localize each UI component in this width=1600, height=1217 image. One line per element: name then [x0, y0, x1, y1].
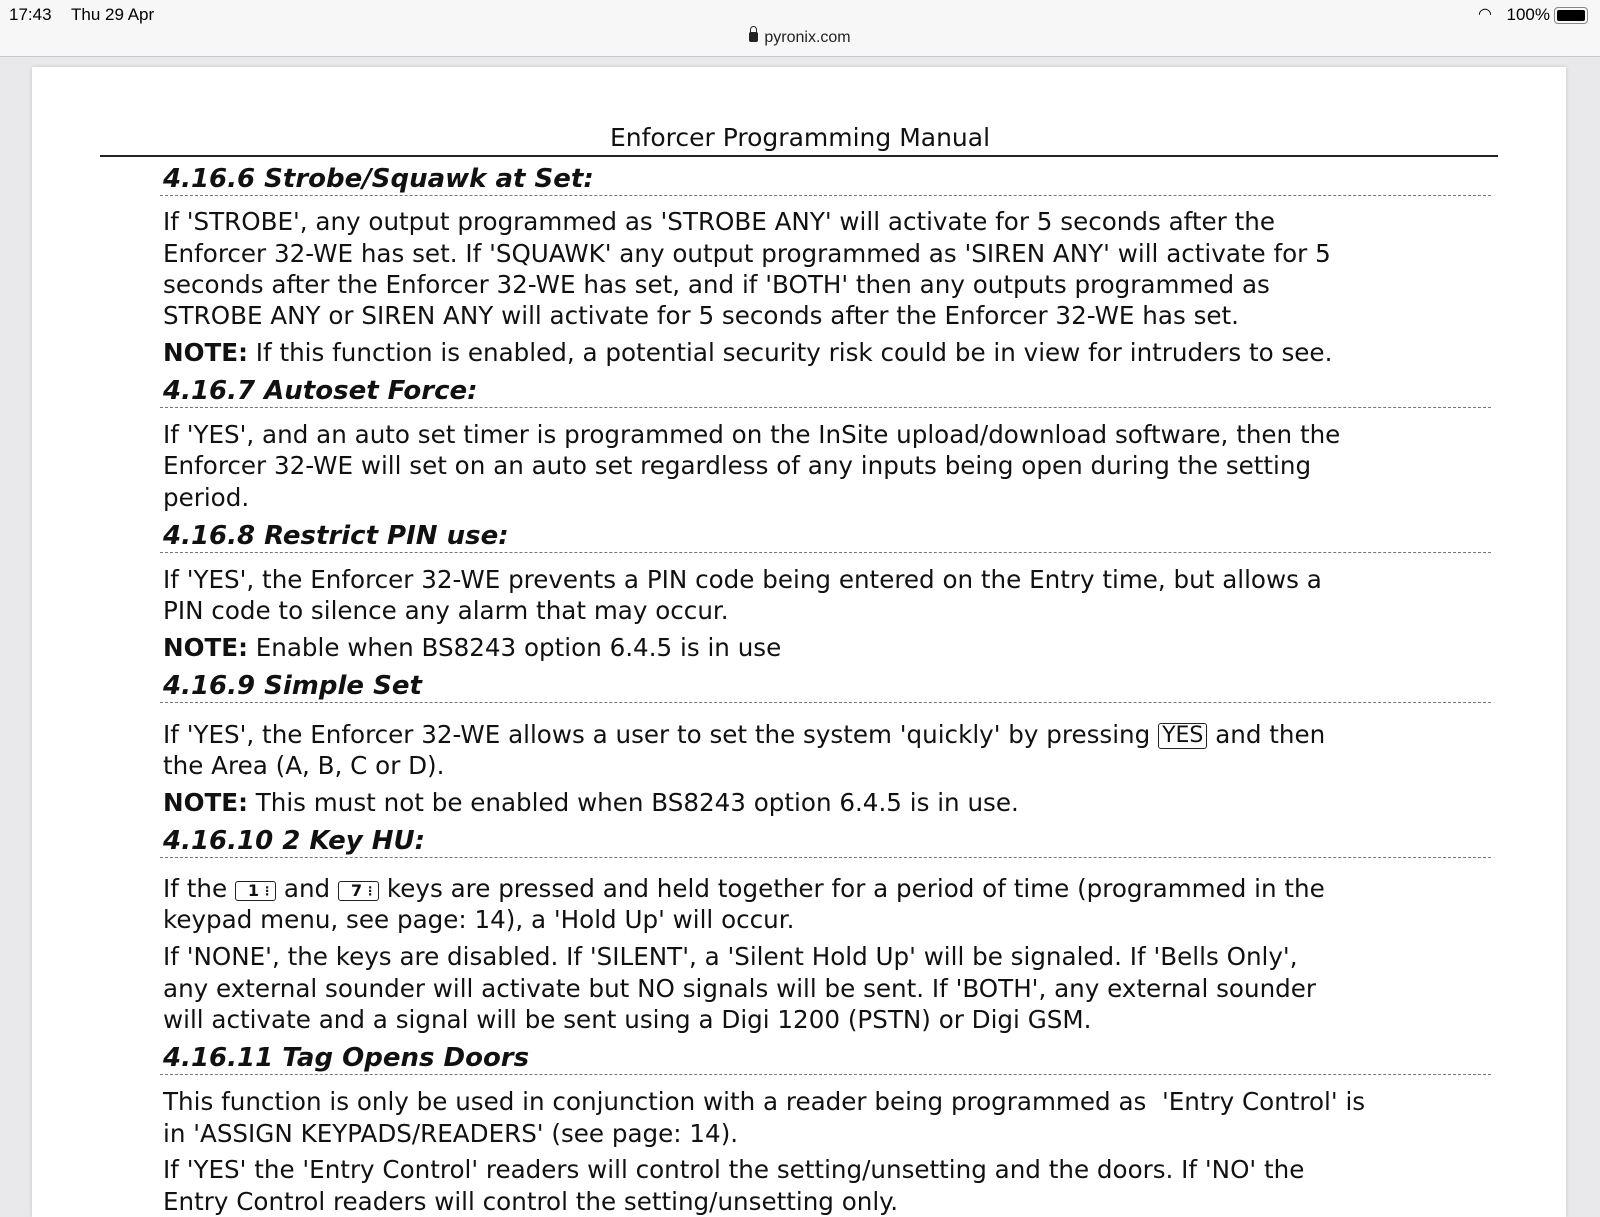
- text-segment: This function is only be used in conjunction with a reader being programmed as 'Entry Control' is: [163, 1087, 1366, 1116]
- text-line: [163, 974, 1316, 1004]
- text-segment: If this function is enabled, a potential security risk could be in view for intruders to see.: [247, 338, 1333, 367]
- text-segment: will activate and a signal will be sent using a Digi 1200 (PSTN) or Digi GSM.: [163, 1005, 1092, 1034]
- text-segment: period.: [163, 483, 250, 512]
- text-segment: If 'NONE', the keys are disabled. If 'SILENT', a 'Silent Hold Up' will be signaled. If 'Bells Only',: [163, 942, 1298, 971]
- text-segment: If 'YES' the 'Entry Control' readers will control the setting/unsetting and the doors. If 'NO' the: [163, 1155, 1305, 1184]
- section-heading: 4.16.10 2 Key HU:: [163, 826, 426, 856]
- text-line: [163, 207, 1275, 237]
- note-label: NOTE:: [163, 338, 248, 367]
- note-label: NOTE:: [163, 788, 248, 817]
- text-segment: Enable when BS8243 option 6.4.5 is in use: [247, 633, 782, 662]
- text-line: [163, 788, 1019, 818]
- text-line: [163, 270, 1270, 300]
- header-rule: [100, 155, 1498, 157]
- section-divider: [160, 195, 1491, 196]
- text-line: [163, 633, 781, 663]
- text-line: [163, 239, 1331, 269]
- section-heading: 4.16.9 Simple Set: [163, 671, 422, 701]
- text-segment: PIN code to silence any alarm that may occur.: [163, 596, 729, 625]
- url-text: pyronix.com: [764, 29, 851, 46]
- text-line: [163, 1187, 898, 1217]
- text-line: [163, 301, 1239, 331]
- battery-icon: [1554, 7, 1588, 24]
- text-segment: If 'YES', the Enforcer 32-WE prevents a PIN code being entered on the Entry time, but allows a: [163, 565, 1322, 594]
- section-divider: [160, 1074, 1491, 1075]
- address-bar[interactable]: [0, 29, 1600, 47]
- text-line: [163, 874, 1325, 904]
- lock-icon: [749, 32, 758, 42]
- text-segment: Enforcer 32-WE has set. If 'SQUAWK' any output programmed as 'SIREN ANY' will activate for 5: [163, 239, 1331, 268]
- text-line: [163, 565, 1322, 595]
- note-label: NOTE:: [163, 633, 248, 662]
- text-segment: This must not be enabled when BS8243 option 6.4.5 is in use.: [247, 788, 1019, 817]
- status-date: Thu 29 Apr: [71, 5, 155, 24]
- text-segment: and then: [1207, 720, 1326, 749]
- text-line: [163, 942, 1298, 972]
- text-segment: If 'YES', the Enforcer 32-WE allows a user to set the system 'quickly' by pressing: [163, 720, 1159, 749]
- text-segment: If the: [163, 874, 235, 903]
- battery-percent: 100%: [1506, 5, 1550, 24]
- text-line: [163, 338, 1332, 368]
- text-segment: Enforcer 32-WE will set on an auto set regardless of any inputs being open during the setting: [163, 451, 1312, 480]
- keypad-key-icon: 7 ⋮: [338, 881, 379, 901]
- text-segment: in 'ASSIGN KEYPADS/READERS' (see page: 14).: [163, 1119, 739, 1148]
- text-segment: If 'YES', and an auto set timer is programmed on the InSite upload/download software, then the: [163, 420, 1341, 449]
- text-line: [163, 420, 1340, 450]
- section-divider: [160, 407, 1491, 408]
- status-time: 17:43: [9, 5, 52, 24]
- section-divider: [160, 857, 1491, 858]
- section-divider: [160, 702, 1491, 703]
- text-line: [163, 483, 249, 513]
- wifi-icon: ◠: [1478, 6, 1492, 23]
- text-line: [163, 1087, 1365, 1117]
- text-segment: keys are pressed and held together for a period of time (programmed in the: [379, 874, 1325, 903]
- text-line: [163, 720, 1325, 750]
- text-segment: keypad menu, see page: 14), a 'Hold Up' will occur.: [163, 905, 795, 934]
- document-header: Enforcer Programming Manual: [609, 123, 991, 152]
- text-segment: STROBE ANY or SIREN ANY will activate for 5 seconds after the Enforcer 32-WE has set.: [163, 301, 1239, 330]
- text-segment: and: [276, 874, 338, 903]
- section-heading: 4.16.8 Restrict PIN use:: [163, 521, 509, 551]
- text-line: [163, 596, 729, 626]
- text-line: [163, 1005, 1091, 1035]
- text-line: [163, 1119, 738, 1149]
- section-divider: [160, 552, 1491, 553]
- status-bar: [0, 0, 1600, 57]
- text-segment: seconds after the Enforcer 32-WE has set, and if 'BOTH' then any outputs programmed as: [163, 270, 1270, 299]
- text-segment: Entry Control readers will control the setting/unsetting only.: [163, 1187, 899, 1216]
- keypad-key-icon: YES: [1158, 723, 1207, 749]
- keypad-key-icon: 1 ⋮: [235, 881, 276, 901]
- text-line: [163, 905, 794, 935]
- section-heading: 4.16.6 Strobe/Squawk at Set:: [163, 164, 594, 194]
- section-heading: 4.16.11 Tag Opens Doors: [163, 1043, 530, 1073]
- text-segment: the Area (A, B, C or D).: [163, 751, 445, 780]
- text-segment: If 'STROBE', any output programmed as 'STROBE ANY' will activate for 5 seconds after the: [163, 207, 1275, 236]
- text-segment: any external sounder will activate but NO signals will be sent. If 'BOTH', any external sounder: [163, 974, 1317, 1003]
- text-line: [163, 451, 1311, 481]
- text-line: [163, 751, 444, 781]
- text-line: [163, 1155, 1304, 1185]
- section-heading: 4.16.7 Autoset Force:: [163, 376, 478, 406]
